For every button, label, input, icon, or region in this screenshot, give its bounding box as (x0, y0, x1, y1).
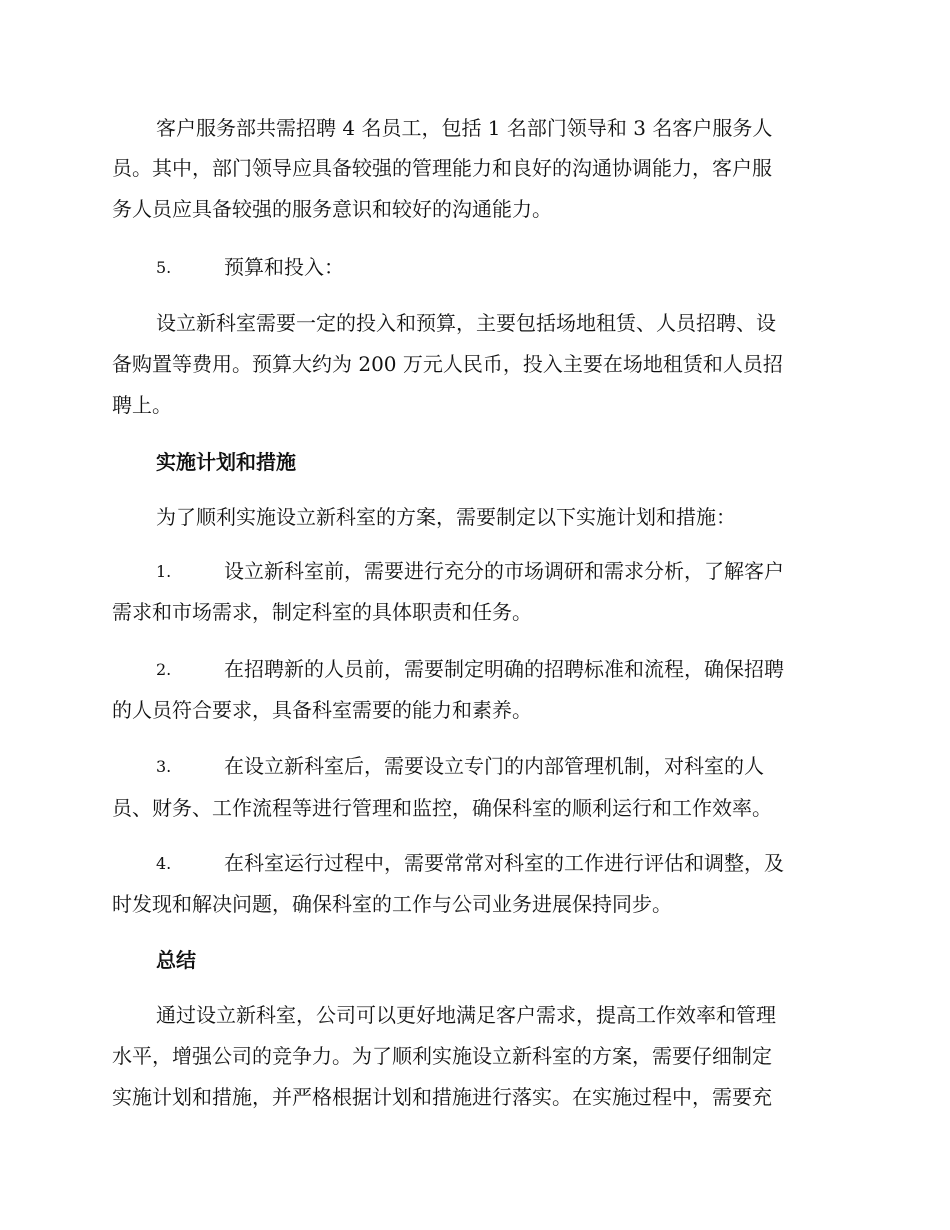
plan-item-4-number: 4. (156, 854, 172, 873)
plan-item-1-line-2: 需求和市场需求，制定科室的具体职责和任务。 (112, 600, 532, 624)
plan-item-2-line-1: 在招聘新的人员前，需要制定明确的招聘标准和流程，确保招聘 (224, 657, 784, 681)
plan-item-2-number: 2. (156, 660, 172, 679)
plan-item-3-line-1: 在设立新科室后，需要设立专门的内部管理机制，对科室的人 (224, 754, 764, 778)
plan-heading: 实施计划和措施 (156, 450, 296, 474)
summary-line-1: 通过设立新科室，公司可以更好地满足客户需求，提高工作效率和管理 (156, 1003, 776, 1027)
summary-line-3: 实施计划和措施，并严格根据计划和措施进行落实。在实施过程中，需要充 (112, 1085, 772, 1109)
plan-item-2-line-2: 的人员符合要求，具备科室需要的能力和素养。 (112, 698, 532, 722)
plan-item-4-line-2: 时发现和解决问题，确保科室的工作与公司业务进展保持同步。 (112, 892, 672, 916)
budget-paragraph-line-3: 聘上。 (112, 393, 172, 417)
plan-intro: 为了顺利实施设立新科室的方案，需要制定以下实施计划和措施： (156, 505, 736, 529)
summary-line-2: 水平，增强公司的竞争力。为了顺利实施设立新科室的方案，需要仔细制定 (112, 1044, 772, 1068)
summary-heading: 总结 (156, 948, 196, 972)
staff-paragraph-line-1: 客户服务部共需招聘 4 名员工，包括 1 名部门领导和 3 名客户服务人 (156, 116, 773, 140)
plan-item-3-number: 3. (156, 757, 172, 776)
budget-paragraph-line-2: 备购置等费用。预算大约为 200 万元人民币，投入主要在场地租赁和人员招 (112, 352, 783, 376)
plan-item-1-line-1: 设立新科室前，需要进行充分的市场调研和需求分析，了解客户 (224, 559, 784, 583)
staff-paragraph-line-2: 员。其中，部门领导应具备较强的管理能力和良好的沟通协调能力，客户服 (112, 156, 772, 180)
plan-item-3-line-2: 员、财务、工作流程等进行管理和监控，确保科室的顺利运行和工作效率。 (112, 796, 772, 820)
item-5-number: 5. (156, 258, 172, 277)
staff-paragraph-line-3: 务人员应具备较强的服务意识和较好的沟通能力。 (112, 197, 552, 221)
plan-item-4-line-1: 在科室运行过程中，需要常常对科室的工作进行评估和调整，及 (224, 851, 784, 875)
item-5-text: 预算和投入： (224, 255, 344, 279)
budget-paragraph-line-1: 设立新科室需要一定的投入和预算，主要包括场地租赁、人员招聘、设 (156, 311, 776, 335)
plan-item-1-number: 1. (156, 562, 172, 581)
